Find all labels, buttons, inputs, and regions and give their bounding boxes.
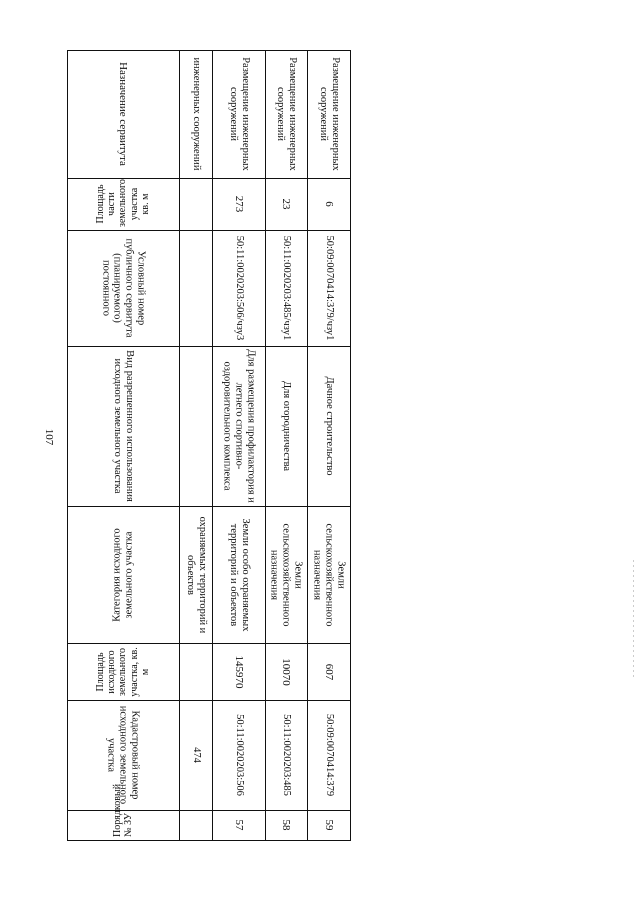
page-number: 107 — [43, 428, 55, 446]
row58-area: 10070 — [280, 657, 293, 686]
row57-purpose: Размещение инженерных сооружений — [227, 57, 251, 171]
header-category-cell — [67, 506, 179, 643]
row57-area: 145970 — [232, 655, 245, 688]
scan-margin-mark — [633, 560, 634, 680]
header-num-cell — [67, 783, 179, 840]
row59-part-area: 6 — [322, 201, 335, 207]
row57-cadastral: 50:11:0020203:506 — [233, 714, 245, 796]
header-use-cell — [67, 346, 179, 506]
row0-category: охраняемых территорий и объектов — [184, 516, 208, 633]
header-servitude-cell — [67, 230, 179, 346]
header-part-area-cell — [67, 178, 179, 230]
row58-servitude-id: 50:11:0020203:485/чзу1 — [280, 235, 292, 341]
row57-num: 57 — [232, 819, 245, 831]
header-category: Категория исходного земельного участка — [111, 527, 134, 622]
row0-cadastral: 474 — [190, 747, 202, 763]
header-cadastral-cell — [67, 700, 179, 810]
row59-category: Земли сельскохозяйственного назначения — [311, 523, 347, 626]
row57-use: Для размещения профилактория и летнего спортивно-оздоровительного комплекса — [221, 349, 257, 503]
row58-num: 58 — [280, 819, 293, 831]
header-servitude-id: Условный номер публичного сервитута (планируемого) постоянного — [100, 238, 147, 338]
header-num: Порядковый № ЗУ — [111, 783, 134, 837]
row58-purpose: Размещение инженерных сооружений — [275, 57, 298, 171]
header-part-area: Площадь части земельного участка кв. м — [95, 179, 151, 227]
header-cadastral: Кадастровый номер исходного земельного участка — [106, 705, 141, 805]
row57-part-area: 273 — [232, 195, 245, 213]
row0-purpose: инженерных сооружений — [190, 57, 202, 171]
row58-part-area: 23 — [280, 198, 293, 210]
header-use: Вид разрешенного использования исходного земельного участка — [112, 350, 135, 502]
row59-purpose: Размещение инженерных сооружений — [317, 57, 341, 171]
row58-cadastral: 50:11:0020203:485 — [280, 714, 292, 796]
row59-area: 607 — [322, 663, 335, 680]
row58-use: Для огородничества — [280, 380, 292, 472]
row57-category: Земли особо охраняемых территорий и объектов — [227, 518, 251, 631]
row59-cadastral: 50:09:0070414:379 — [323, 713, 335, 797]
row58-category: Земли сельскохозяйственного назначения — [269, 523, 304, 626]
header-purpose-cell — [67, 50, 179, 178]
row59-use: Дачное строительство — [323, 376, 335, 476]
row57-servitude-id: 50:11:0020203:506/чзу3 — [233, 235, 245, 341]
header-area-cell — [67, 643, 179, 700]
header-area: Площадь исходного земельного участка, кв. м — [95, 646, 151, 697]
row59-num: 59 — [322, 819, 335, 831]
row59-servitude-id: 50:09:0070414:379/чзу1 — [323, 235, 335, 341]
header-purpose: Назначение сервитута — [117, 62, 130, 166]
